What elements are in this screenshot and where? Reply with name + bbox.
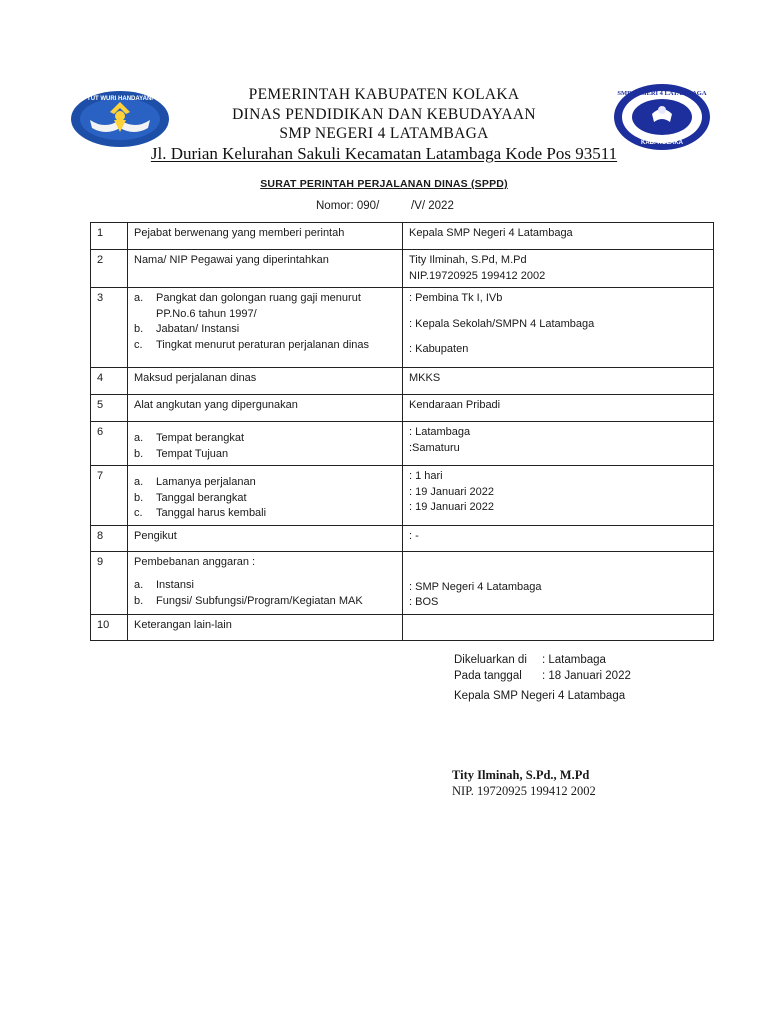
item-letter: c. (134, 338, 143, 351)
value-line: : SMP Negeri 4 Latambaga (409, 580, 542, 593)
row-value (403, 250, 714, 288)
value-line: :Samaturu (409, 441, 460, 454)
table-row (91, 614, 714, 640)
value-line: : Kabupaten (409, 343, 469, 355)
item-text: Instansi (156, 579, 194, 591)
employee-nip: NIP.19720925 199412 2002 (409, 269, 546, 282)
row-description (128, 288, 403, 368)
item-text: Fungsi/ Subfungsi/Program/Kegiatan MAK (156, 594, 363, 607)
row-value (403, 466, 714, 526)
row-description (128, 466, 403, 526)
value-line: : 1 hari (409, 470, 443, 482)
table-row (91, 223, 714, 250)
list-item (134, 447, 396, 463)
item-text: Tempat Tujuan (156, 447, 229, 460)
table-row (91, 466, 714, 526)
item-text: Tanggal berangkat (156, 491, 247, 504)
row-description (128, 422, 403, 466)
list-item (134, 431, 396, 447)
value-line: : Latambaga (409, 426, 471, 438)
value-line: : BOS (409, 596, 439, 608)
row-description: Pengikut (128, 525, 403, 551)
row-number: 7 (91, 466, 128, 526)
value-line: : Kepala Sekolah/SMPN 4 Latambaga (409, 317, 595, 330)
list-item (134, 475, 396, 491)
row-description: Alat angkutan yang dipergunakan (128, 395, 403, 422)
table-row (91, 368, 714, 395)
row-description (128, 551, 403, 614)
table-row (91, 525, 714, 551)
item-text: Jabatan/ Instansi (156, 323, 240, 335)
signer-position: Kepala SMP Negeri 4 Latambaga (454, 690, 626, 702)
list-item (134, 491, 396, 507)
issued-date-value: : 18 Januari 2022 (542, 670, 631, 682)
table-row (91, 395, 714, 422)
row-value (403, 288, 714, 368)
item-letter: c. (134, 507, 143, 519)
row-value: Kendaraan Pribadi (403, 395, 714, 422)
item-text: Tingkat menurut peraturan perjalanan dinas (156, 338, 370, 351)
row-number: 9 (91, 551, 128, 614)
nomor-suffix: /V/ 2022 (411, 200, 454, 212)
issued-place (454, 654, 606, 666)
list-item (134, 322, 396, 338)
item-letter: a. (134, 432, 144, 444)
row-value: : - (403, 525, 714, 551)
logo-right-bottom-text: KAB. KOLAKA (641, 140, 683, 146)
row-number: 3 (91, 288, 128, 368)
item-text: Pangkat dan golongan ruang gaji menurut PP.No.6 tahun 1997/ (156, 292, 361, 320)
row-value (403, 614, 714, 640)
row-number: 5 (91, 395, 128, 422)
issued-date-label: Pada tanggal (454, 670, 522, 682)
table-row (91, 288, 714, 368)
item-letter: a. (134, 579, 144, 591)
document-number (316, 200, 454, 212)
item-letter: b. (134, 594, 144, 607)
row-number: 6 (91, 422, 128, 466)
table-row (91, 551, 714, 614)
item-text: Tempat berangkat (156, 432, 245, 444)
list-item (134, 291, 396, 322)
row-number: 4 (91, 368, 128, 395)
item-letter: b. (134, 447, 144, 460)
row-value: Kepala SMP Negeri 4 Latambaga (403, 223, 714, 250)
issued-date (454, 670, 631, 682)
nomor-label: Nomor: 090/ (316, 200, 380, 212)
row-description: Maksud perjalanan dinas (128, 368, 403, 395)
document-title: SURAT PERINTAH PERJALANAN DINAS (SPPD) (260, 178, 508, 190)
row-description: Keterangan lain-lain (128, 614, 403, 640)
value-line: : 19 Januari 2022 (409, 485, 495, 498)
item-letter: a. (134, 292, 144, 304)
table-row (91, 422, 714, 466)
item-letter: b. (134, 491, 144, 504)
row-value (403, 422, 714, 466)
item-heading: Pembebanan anggaran : (134, 555, 256, 568)
row-number: 10 (91, 614, 128, 640)
header-government: PEMERINTAH KABUPATEN KOLAKA (248, 86, 520, 103)
value-line: : 19 Januari 2022 (409, 501, 495, 513)
issued-place-label: Dikeluarkan di (454, 654, 527, 666)
row-description: Nama/ NIP Pegawai yang diperintahkan (128, 250, 403, 288)
row-value (403, 551, 714, 614)
header-school: SMP NEGERI 4 LATAMBAGA (279, 125, 489, 142)
row-value: MKKS (403, 368, 714, 395)
table-row (91, 250, 714, 288)
header-address: Jl. Durian Kelurahan Sakuli Kecamatan Latambaga Kode Pos 93511 (150, 144, 618, 163)
row-number: 2 (91, 250, 128, 288)
item-text: Lamanya perjalanan (156, 476, 256, 488)
row-description: Pejabat berwenang yang memberi perintah (128, 223, 403, 250)
item-letter: a. (134, 476, 144, 488)
logo-left-text: TUT WURI HANDAYANI (87, 96, 153, 102)
sppd-table (90, 222, 714, 641)
logo-right-top-text: SMP NEGERI 4 LATAMBAGA (617, 90, 707, 97)
signer-name: Tity Ilminah, S.Pd., M.Pd (452, 768, 590, 782)
row-number: 1 (91, 223, 128, 250)
item-text: Tanggal harus kembali (156, 507, 267, 519)
value-line: : Pembina Tk I, IVb (409, 292, 503, 304)
issued-place-value: : Latambaga (542, 654, 606, 666)
signer-nip: NIP. 19720925 199412 2002 (452, 784, 596, 798)
list-item (134, 506, 396, 522)
list-item (134, 338, 396, 354)
header-department: DINAS PENDIDIKAN DAN KEBUDAYAAN (232, 106, 536, 123)
list-item (134, 578, 396, 594)
row-number: 8 (91, 525, 128, 551)
list-item (134, 594, 396, 610)
employee-name: Tity Ilminah, S.Pd, M.Pd (409, 254, 527, 266)
item-letter: b. (134, 323, 144, 335)
